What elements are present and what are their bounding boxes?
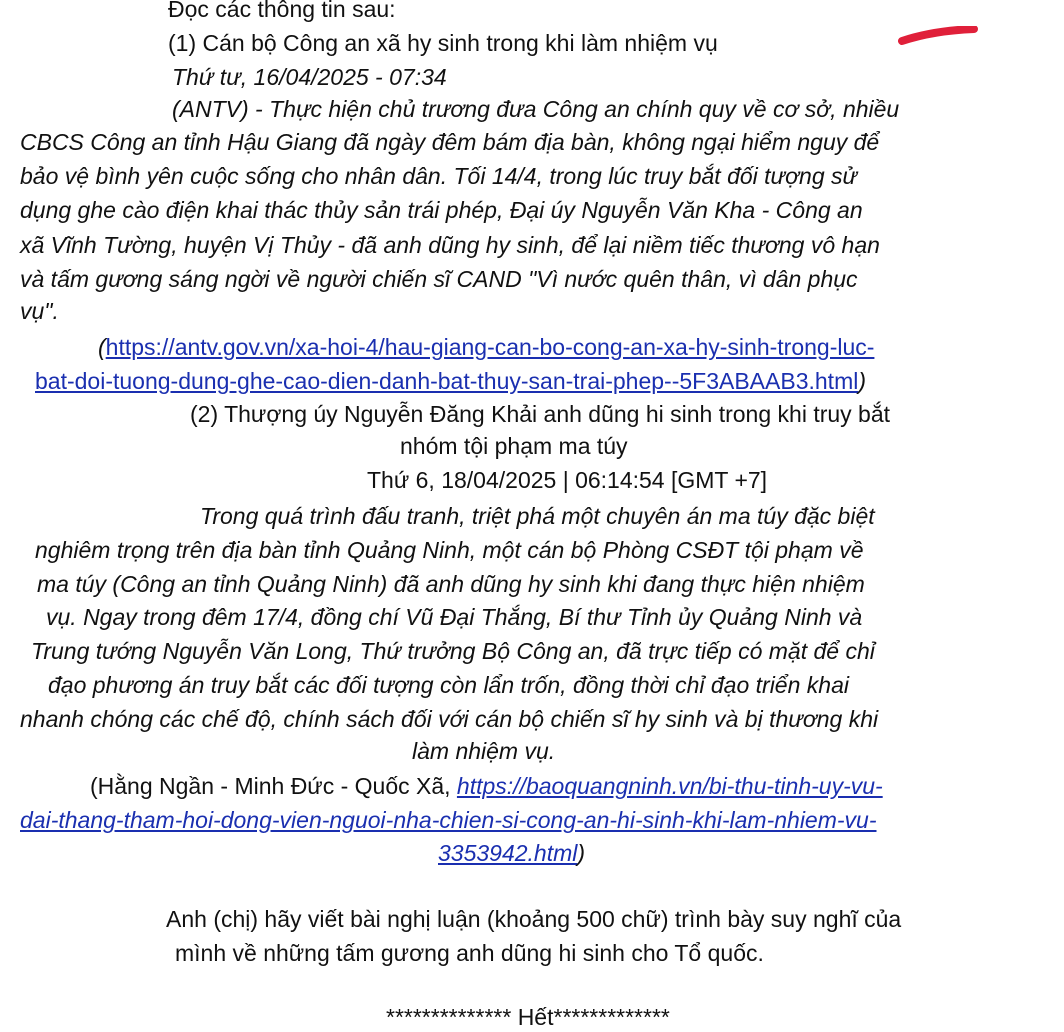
article2-title: (2) Thượng úy Nguyễn Đăng Khải anh dũng hi sinh trong khi truy bắt bbox=[190, 401, 891, 427]
article2-body-line: ma túy (Công an tỉnh Quảng Ninh) đã anh dũng hy sinh khi đang thực hiện nhiệm bbox=[37, 571, 865, 597]
article2-body-line: làm nhiệm vụ. bbox=[412, 738, 556, 764]
article2-source bbox=[438, 838, 585, 868]
article1-body-line: CBCS Công an tỉnh Hậu Giang đã ngày đêm bám địa bàn, không ngại hiểm nguy để bbox=[20, 129, 880, 155]
article2-source-authors: (Hằng Ngần - Minh Đức - Quốc Xã, bbox=[90, 773, 457, 799]
task-prompt: mình về những tấm gương anh dũng hi sinh cho Tổ quốc. bbox=[175, 940, 764, 966]
article1-body-line: dụng ghe cào điện khai thác thủy sản trái phép, Đại úy Nguyễn Văn Kha - Công an bbox=[20, 197, 863, 223]
source-close-paren: ) bbox=[858, 368, 867, 394]
red-pen-mark bbox=[898, 26, 978, 46]
article2-source-link[interactable]: dai-thang-tham-hoi-dong-vien-nguoi-nha-chien-si-cong-an-hi-sinh-khi-lam-nhiem-vu- bbox=[20, 807, 877, 833]
article1-body-line: và tấm gương sáng ngời về người chiến sĩ CAND "Vì nước quên thân, vì dân phục bbox=[20, 266, 858, 292]
article1-source bbox=[35, 366, 866, 396]
article2-date: Thứ 6, 18/04/2025 | 06:14:54 [GMT +7] bbox=[367, 467, 768, 493]
article1-source-link[interactable]: bat-doi-tuong-dung-ghe-cao-dien-danh-bat-thuy-san-trai-phep--5F3ABAAB3.html bbox=[35, 368, 859, 394]
task-prompt: Anh (chị) hãy viết bài nghị luận (khoảng 500 chữ) trình bày suy nghĩ của bbox=[166, 906, 902, 932]
article2-body-line: vụ. Ngay trong đêm 17/4, đồng chí Vũ Đại Thắng, Bí thư Tỉnh ủy Quảng Ninh và bbox=[46, 604, 863, 630]
source-close-paren: ) bbox=[577, 840, 586, 866]
article2-source bbox=[90, 771, 883, 801]
article1-date: Thứ tư, 16/04/2025 - 07:34 bbox=[172, 64, 447, 90]
article2-body-line: nhanh chóng các chế độ, chính sách đối với cán bộ chiến sĩ hy sinh và bị thương khi bbox=[20, 706, 879, 732]
article2-source-link[interactable]: 3353942.html bbox=[438, 840, 578, 866]
article1-body-line: bảo vệ bình yên cuộc sống cho nhân dân. Tối 14/4, trong lúc truy bắt đối tượng sử bbox=[20, 163, 858, 189]
article1-source-link[interactable]: https://antv.gov.vn/xa-hoi-4/hau-giang-can-bo-cong-an-xa-hy-sinh-trong-luc- bbox=[105, 334, 875, 360]
article2-body-line: đạo phương án truy bắt các đối tượng còn lẩn trốn, đồng thời chỉ đạo triển khai bbox=[48, 672, 849, 698]
article2-body-line: Trung tướng Nguyễn Văn Long, Thứ trưởng Bộ Công an, đã trực tiếp có mặt để chỉ bbox=[31, 638, 875, 664]
article1-title: (1) Cán bộ Công an xã hy sinh trong khi làm nhiệm vụ bbox=[168, 30, 718, 56]
article2-title: nhóm tội phạm ma túy bbox=[400, 433, 628, 459]
article2-source-link[interactable]: https://baoquangninh.vn/bi-thu-tinh-uy-vu- bbox=[456, 773, 883, 799]
source-open-paren: ( bbox=[98, 334, 106, 360]
article1-body-line: xã Vĩnh Tường, huyện Vị Thủy - đã anh dũng hy sinh, để lại niềm tiếc thương vô hạn bbox=[20, 232, 880, 258]
article1-body-line: (ANTV) - Thực hiện chủ trương đưa Công an chính quy về cơ sở, nhiều bbox=[172, 96, 900, 122]
article2-body-line: Trong quá trình đấu tranh, triệt phá một chuyên án ma túy đặc biệt bbox=[200, 503, 875, 529]
article1-source bbox=[98, 332, 874, 362]
article2-body-line: nghiêm trọng trên địa bàn tỉnh Quảng Ninh, một cán bộ Phòng CSĐT tội phạm về bbox=[35, 537, 864, 563]
article1-body-line: vụ". bbox=[20, 298, 59, 324]
intro-text: Đọc các thông tin sau: bbox=[168, 0, 396, 22]
end-marker: ************** Hết************* bbox=[386, 1004, 670, 1030]
article2-source bbox=[20, 805, 877, 835]
